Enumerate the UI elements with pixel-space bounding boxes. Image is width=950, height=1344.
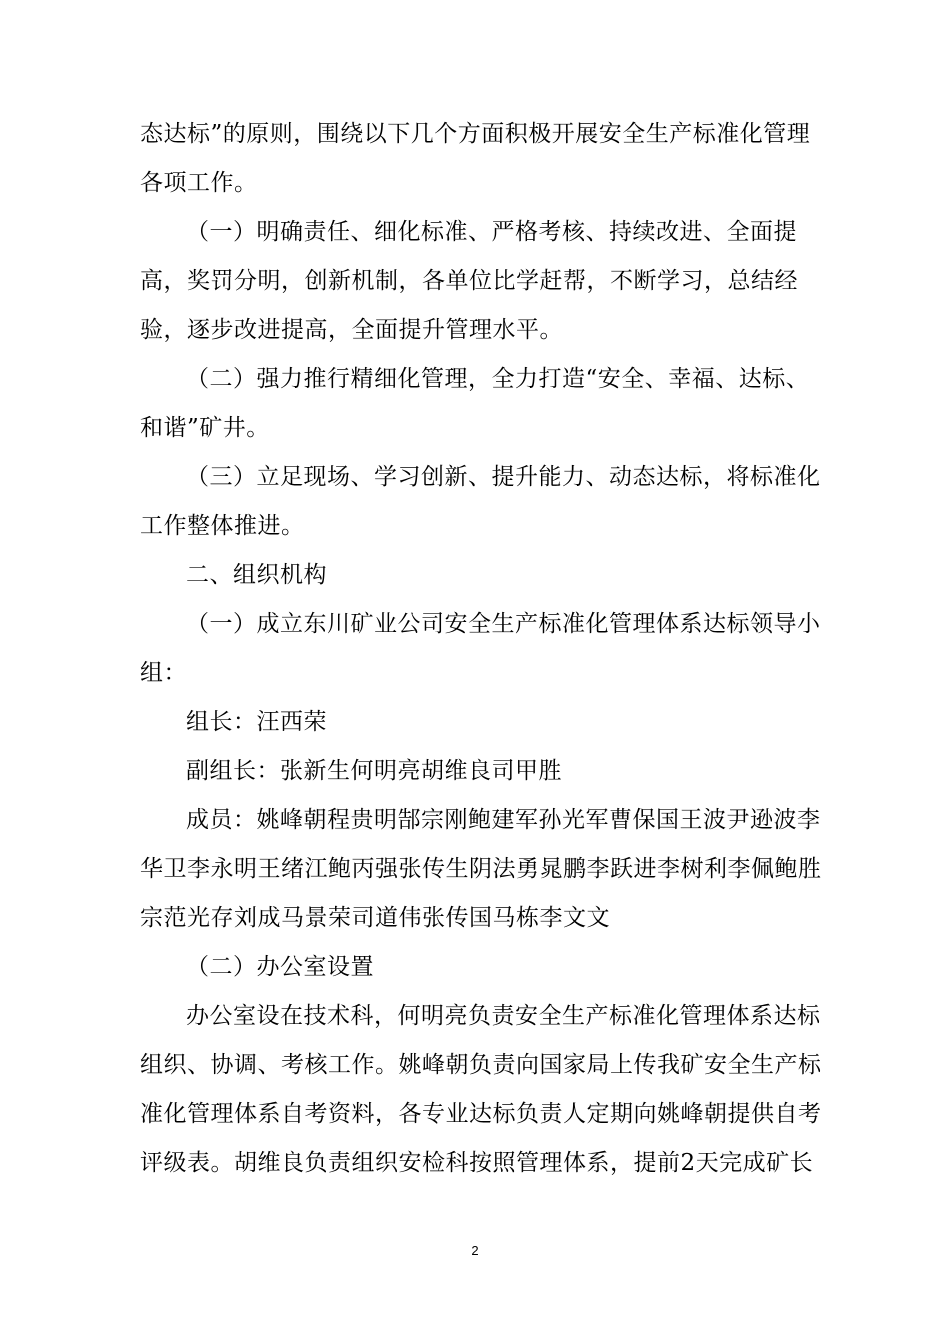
paragraph-item-2: （二）强力推行精细化管理，全力打造“安全、幸福、达标、和谐”矿井。 (140, 366, 810, 441)
paragraph-office-details: 办公室设在技术科，何明亮负责安全生产标准化管理体系达标组织、协调、考核工作。姚峰朝负责向国家局上传我矿安全生产标准化管理体系自考资料，各专业达标负责人定期向姚峰朝提供自考评级表。胡维良负责组织安检科按照管理体系，提前2天完成矿长 (140, 1003, 822, 1176)
paragraph-group-leader: 组长：汪西荣 (186, 709, 327, 735)
paragraph-item-3: （三）立足现场、学习创新、提升能力、动态达标，将标准化工作整体推进。 (140, 464, 821, 539)
section-heading-organization: 二、组织机构 (186, 562, 327, 588)
paragraph-principle: 态达标”的原则，围绕以下几个方面积极开展安全生产标准化管理各项工作。 (140, 121, 811, 196)
page-number: 2 (471, 1243, 479, 1258)
paragraph-leading-group: （一）成立东川矿业公司安全生产标准化管理体系达标领导小组： (140, 611, 821, 686)
paragraph-members: 成员：姚峰朝程贵明郜宗刚鲍建军孙光军曹保国王波尹逊波李华卫李永明王绪江鲍丙强张传生阴法勇晁鹏李跃进李树利李佩鲍胜宗范光存刘成马景荣司道伟张传国马栋李文文 (140, 807, 822, 931)
paragraph-deputy-leaders: 副组长：张新生何明亮胡维良司甲胜 (186, 758, 562, 784)
document-body (140, 110, 830, 1188)
paragraph-item-1: （一）明确责任、细化标准、严格考核、持续改进、全面提高，奖罚分明，创新机制，各单位比学赶帮，不断学习，总结经验，逐步改进提高，全面提升管理水平。 (140, 219, 798, 343)
paragraph-office-heading: （二）办公室设置 (186, 954, 374, 980)
